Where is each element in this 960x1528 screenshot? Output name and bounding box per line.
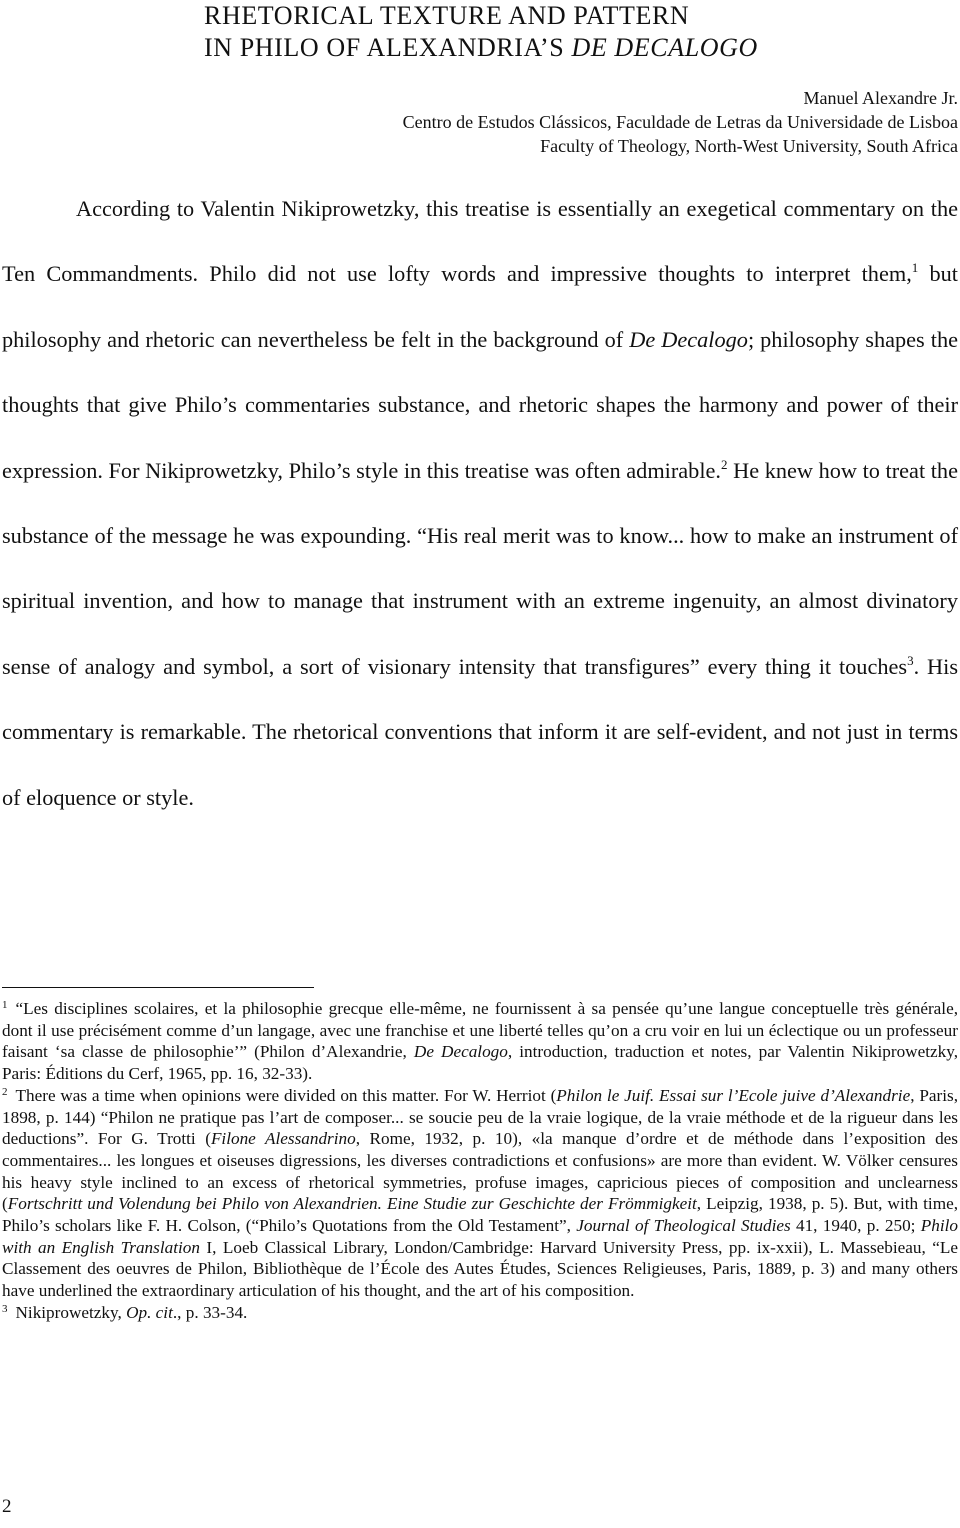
footnote-3-text-a: Nikiprowetzky, <box>15 1302 127 1322</box>
paper-title <box>204 0 758 64</box>
footnote-2-text-f: I, Loeb Classical Library, London/Cambridge: Harvard University Press, pp. ix-xxii), L. Massebieau, “Le Classement des oeuvres de Philon, Bibliothèque de l’École des Autes Études, Sciences Religieuses, Paris, 1889, p. 3) and many others have underlined the extraordinary articulation of his thought, and the art of his composition. <box>2 1237 958 1301</box>
footnote-2-italic-d: Journal of Theological Studies <box>576 1216 791 1236</box>
footnote-2-italic-e: Philo with an English Translation <box>2 1216 958 1257</box>
footnote-3-italic-a: Op. cit <box>126 1302 173 1322</box>
author-affiliation-block <box>403 86 958 158</box>
affiliation-lisbon: Centro de Estudos Clássicos, Faculdade de Letras da Universidade de Lisboa <box>402 112 958 132</box>
affiliation-north-west: Faculty of Theology, North-West University, South Africa <box>540 136 958 156</box>
footnote-3-number: 3 <box>2 1302 8 1315</box>
footnote-2-text-d: , Leipzig, 1938, p. 5). But, with time, Philo’s scholars like F. H. Colson, (“Philo’s Quotations from the Old Testament”, <box>2 1194 958 1236</box>
paper-title-line-1: RHETORICAL TEXTURE AND PATTERN <box>204 1 690 30</box>
footnote-2-italic-b: Filone Alessandrino <box>210 1129 356 1149</box>
footnote-1-italic-a: De Decalogo <box>413 1042 508 1062</box>
footnote-1 <box>2 998 958 1085</box>
footnote-2-italic-a: Philon le Juif. Essai sur l’Ecole juive d’Alexandrie <box>556 1085 911 1105</box>
body-sentence-1: According to Valentin Nikiprowetzky, this treatise is essentially an exegetical commentary on the Ten Commandments. Philo did not use lofty words and impressive thoughts to interpret them, <box>2 196 958 287</box>
author-name: Manuel Alexandre Jr. <box>803 88 958 108</box>
footnote-2-text-c: , Rome, 1932, p. 10), «la manque d’ordre et de méthode dans l’exposition des commentaires... les longues et oiseuses digressions, les diverses contradictions et confusions» are more than evident. W. Völker censures his heavy style inclined to an excess of rhetorical symmetries, profuse images, capricious pieces of composition and unclearness ( <box>2 1129 958 1214</box>
footnote-2-text-a: There was a time when opinions were divided on this matter. For W. Herriot ( <box>15 1085 557 1105</box>
body-sentence-4: He knew how to treat the substance of the message he was expounding. “His real merit was to know... how to make an instrument of spiritual invention, and how to manage that instrument with an extreme ingenuity, an almost divinatory sense of analogy and symbol, a sort of visionary intensity that transfigures” every thing it touches <box>2 457 958 679</box>
footnote-1-number: 1 <box>2 999 8 1011</box>
footnote-ref-3[interactable]: 3 <box>907 652 914 668</box>
footnote-2-text-e: 41, 1940, p. 250; <box>790 1216 921 1236</box>
footnote-3 <box>2 1302 958 1324</box>
footnote-ref-1[interactable]: 1 <box>911 260 919 276</box>
body-sentence-2: but philosophy and rhetoric can nevertheless be felt in the background of <box>2 261 958 352</box>
paper-title-work-name: DE DECALOGO <box>571 33 758 62</box>
body-work-title: De Decalogo <box>629 326 748 352</box>
paper-title-line-2 <box>204 32 758 64</box>
footnote-ref-2[interactable]: 2 <box>721 456 728 472</box>
body-sentence-3: ; philosophy shapes the thoughts that give Philo’s commentaries substance, and rhetoric shapes the harmony and power of their expression. For Nikiprowetzky, Philo’s style in this treatise was often admirable. <box>2 326 958 483</box>
footnote-1-text-b: , introduction, traduction et notes, par Valentin Nikiprowetzky, Paris: Éditions du Cerf, 1965, pp. 16, 32-33). <box>2 1042 958 1084</box>
body-paragraph <box>2 176 958 830</box>
footnote-2-number: 2 <box>2 1085 8 1098</box>
footnote-2-italic-c: Fortschritt und Volendung bei Philo von Alexandrien. Eine Studie zur Geschichte der Frömmigkeit <box>7 1194 697 1214</box>
footnote-2-text-b: , Paris, 1898, p. 144) “Philon ne pratique pas l’art de composer... se soucie peu de la vraie logique, de la vraie méthode et de la rigueur dans les deductions”. For G. Trotti ( <box>2 1085 958 1149</box>
page-number: 2 <box>2 1496 12 1517</box>
footnote-3-text-b: ., p. 33-34. <box>172 1302 248 1322</box>
body-sentence-5: . His commentary is remarkable. The rhetorical conventions that inform it are self-evident, and not just in terms of eloquence or style. <box>2 653 958 810</box>
footnote-2 <box>2 1085 958 1302</box>
footnote-divider <box>2 987 314 988</box>
footnote-1-text-a: “Les disciplines scolaires, et la philosophie grecque elle-même, ne fournissent à sa pensée qu’une langue conceptuelle très générale, dont il use précisément comme d’un langage, avec une franchise et une liberté telles qu’on a cru voir en lui un éclectique ou un professeur faisant ‘sa classe de philosophie’” (Philon d’Alexandrie, <box>2 999 958 1062</box>
footnotes-section <box>2 998 958 1324</box>
paper-title-line-2-text: IN PHILO OF ALEXANDRIA’S <box>204 33 572 62</box>
